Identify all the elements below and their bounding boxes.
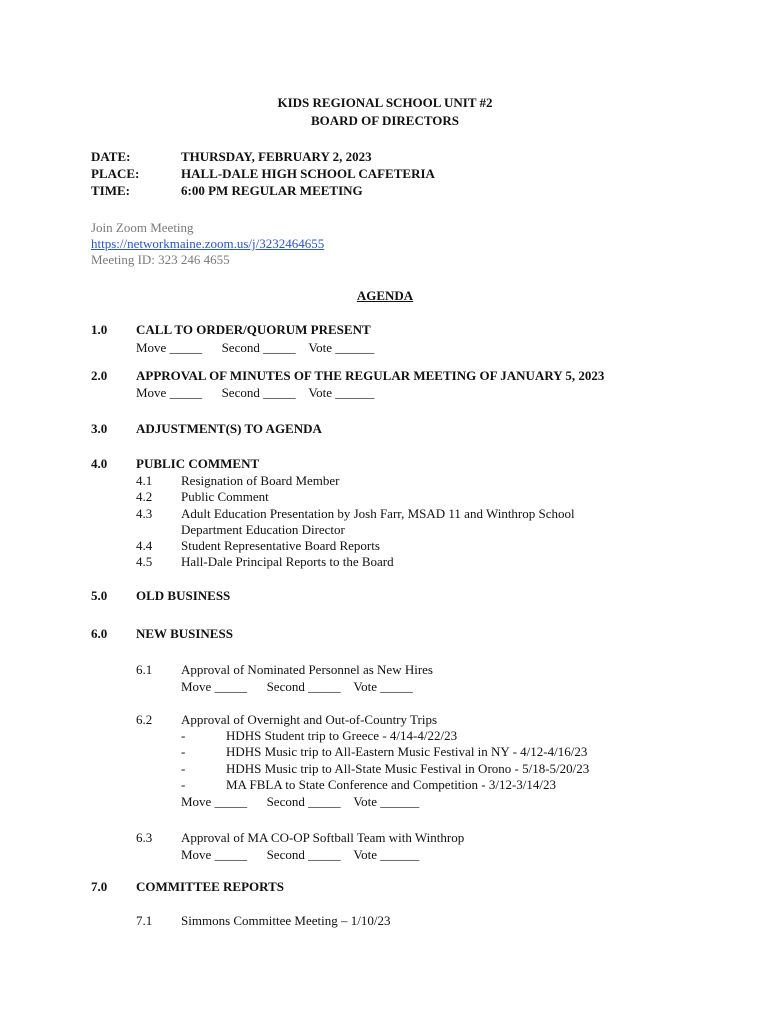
item-text: Hall-Dale Principal Reports to the Board <box>181 554 394 569</box>
time-value: 6:00 PM REGULAR MEETING <box>181 183 363 198</box>
section-title-old-business: OLD BUSINESS <box>136 588 231 603</box>
zoom-join-text: Join Zoom Meeting <box>91 220 194 235</box>
item-number: 6.2 <box>136 712 153 727</box>
document-title: KIDS REGIONAL SCHOOL UNIT #2 <box>277 95 493 110</box>
section-number: 4.0 <box>91 456 108 471</box>
trip-item: MA FBLA to State Conference and Competition - 3/12-3/14/23 <box>226 777 557 792</box>
item-text: Student Representative Board Reports <box>181 538 380 553</box>
section-number: 7.0 <box>91 879 108 894</box>
item-text: Resignation of Board Member <box>181 473 340 488</box>
item-text: Adult Education Presentation by Josh Farr, MSAD 11 and Winthrop School <box>181 506 575 521</box>
place-value: HALL-DALE HIGH SCHOOL CAFETERIA <box>181 166 435 181</box>
date-value: THURSDAY, FEBRUARY 2, 2023 <box>181 149 372 164</box>
trip-item: HDHS Student trip to Greece - 4/14-4/22/23 <box>226 728 458 743</box>
section-title-public-comment: PUBLIC COMMENT <box>136 456 260 471</box>
trip-item: HDHS Music trip to All-State Music Festival in Orono - 5/18-5/20/23 <box>226 761 590 776</box>
item-text: Approval of MA CO-OP Softball Team with Winthrop <box>181 830 465 845</box>
zoom-meeting-link[interactable]: https://networkmaine.zoom.us/j/3232464655 <box>91 236 325 251</box>
item-text: Approval of Overnight and Out-of-Country Trips <box>181 712 438 727</box>
vote-line: Move _____ Second _____ Vote ______ <box>181 847 420 862</box>
item-number: 7.1 <box>136 913 153 928</box>
agenda-heading: AGENDA <box>356 288 414 303</box>
vote-line: Move _____ Second _____ Vote ______ <box>136 385 375 400</box>
item-text: Simmons Committee Meeting – 1/10/23 <box>181 913 391 928</box>
item-text: Approval of Nominated Personnel as New Hires <box>181 662 433 677</box>
item-number: 4.2 <box>136 489 153 504</box>
item-number: 4.1 <box>136 473 153 488</box>
section-title-new-business: NEW BUSINESS <box>136 626 233 641</box>
place-label: PLACE: <box>91 166 140 181</box>
bullet-marker: - <box>181 728 186 743</box>
bullet-marker: - <box>181 761 186 776</box>
bullet-marker: - <box>181 744 186 759</box>
section-number: 5.0 <box>91 588 108 603</box>
item-number: 6.3 <box>136 830 153 845</box>
section-title-approval-of-minutes: APPROVAL OF MINUTES OF THE REGULAR MEETING OF JANUARY 5, 2023 <box>136 368 605 383</box>
item-number: 4.5 <box>136 554 153 569</box>
vote-line: Move _____ Second _____ Vote _____ <box>181 679 413 694</box>
zoom-meeting-id: Meeting ID: 323 246 4655 <box>91 252 230 267</box>
section-number: 6.0 <box>91 626 108 641</box>
item-number: 4.4 <box>136 538 153 553</box>
section-number: 1.0 <box>91 322 108 337</box>
section-number: 2.0 <box>91 368 108 383</box>
date-label: DATE: <box>91 149 131 164</box>
vote-line: Move _____ Second _____ Vote ______ <box>181 794 420 809</box>
section-title-call-to-order: CALL TO ORDER/QUORUM PRESENT <box>136 322 371 337</box>
time-label: TIME: <box>91 183 130 198</box>
section-title-adjustments: ADJUSTMENT(S) TO AGENDA <box>136 421 322 436</box>
vote-line: Move _____ Second _____ Vote ______ <box>136 340 375 355</box>
section-number: 3.0 <box>91 421 108 436</box>
trip-item: HDHS Music trip to All-Eastern Music Festival in NY - 4/12-4/16/23 <box>226 744 588 759</box>
item-text-continued: Department Education Director <box>181 522 345 537</box>
item-text: Public Comment <box>181 489 269 504</box>
item-number: 4.3 <box>136 506 153 521</box>
bullet-marker: - <box>181 777 186 792</box>
section-title-committee-reports: COMMITTEE REPORTS <box>136 879 284 894</box>
item-number: 6.1 <box>136 662 153 677</box>
document-subtitle: BOARD OF DIRECTORS <box>310 113 460 128</box>
